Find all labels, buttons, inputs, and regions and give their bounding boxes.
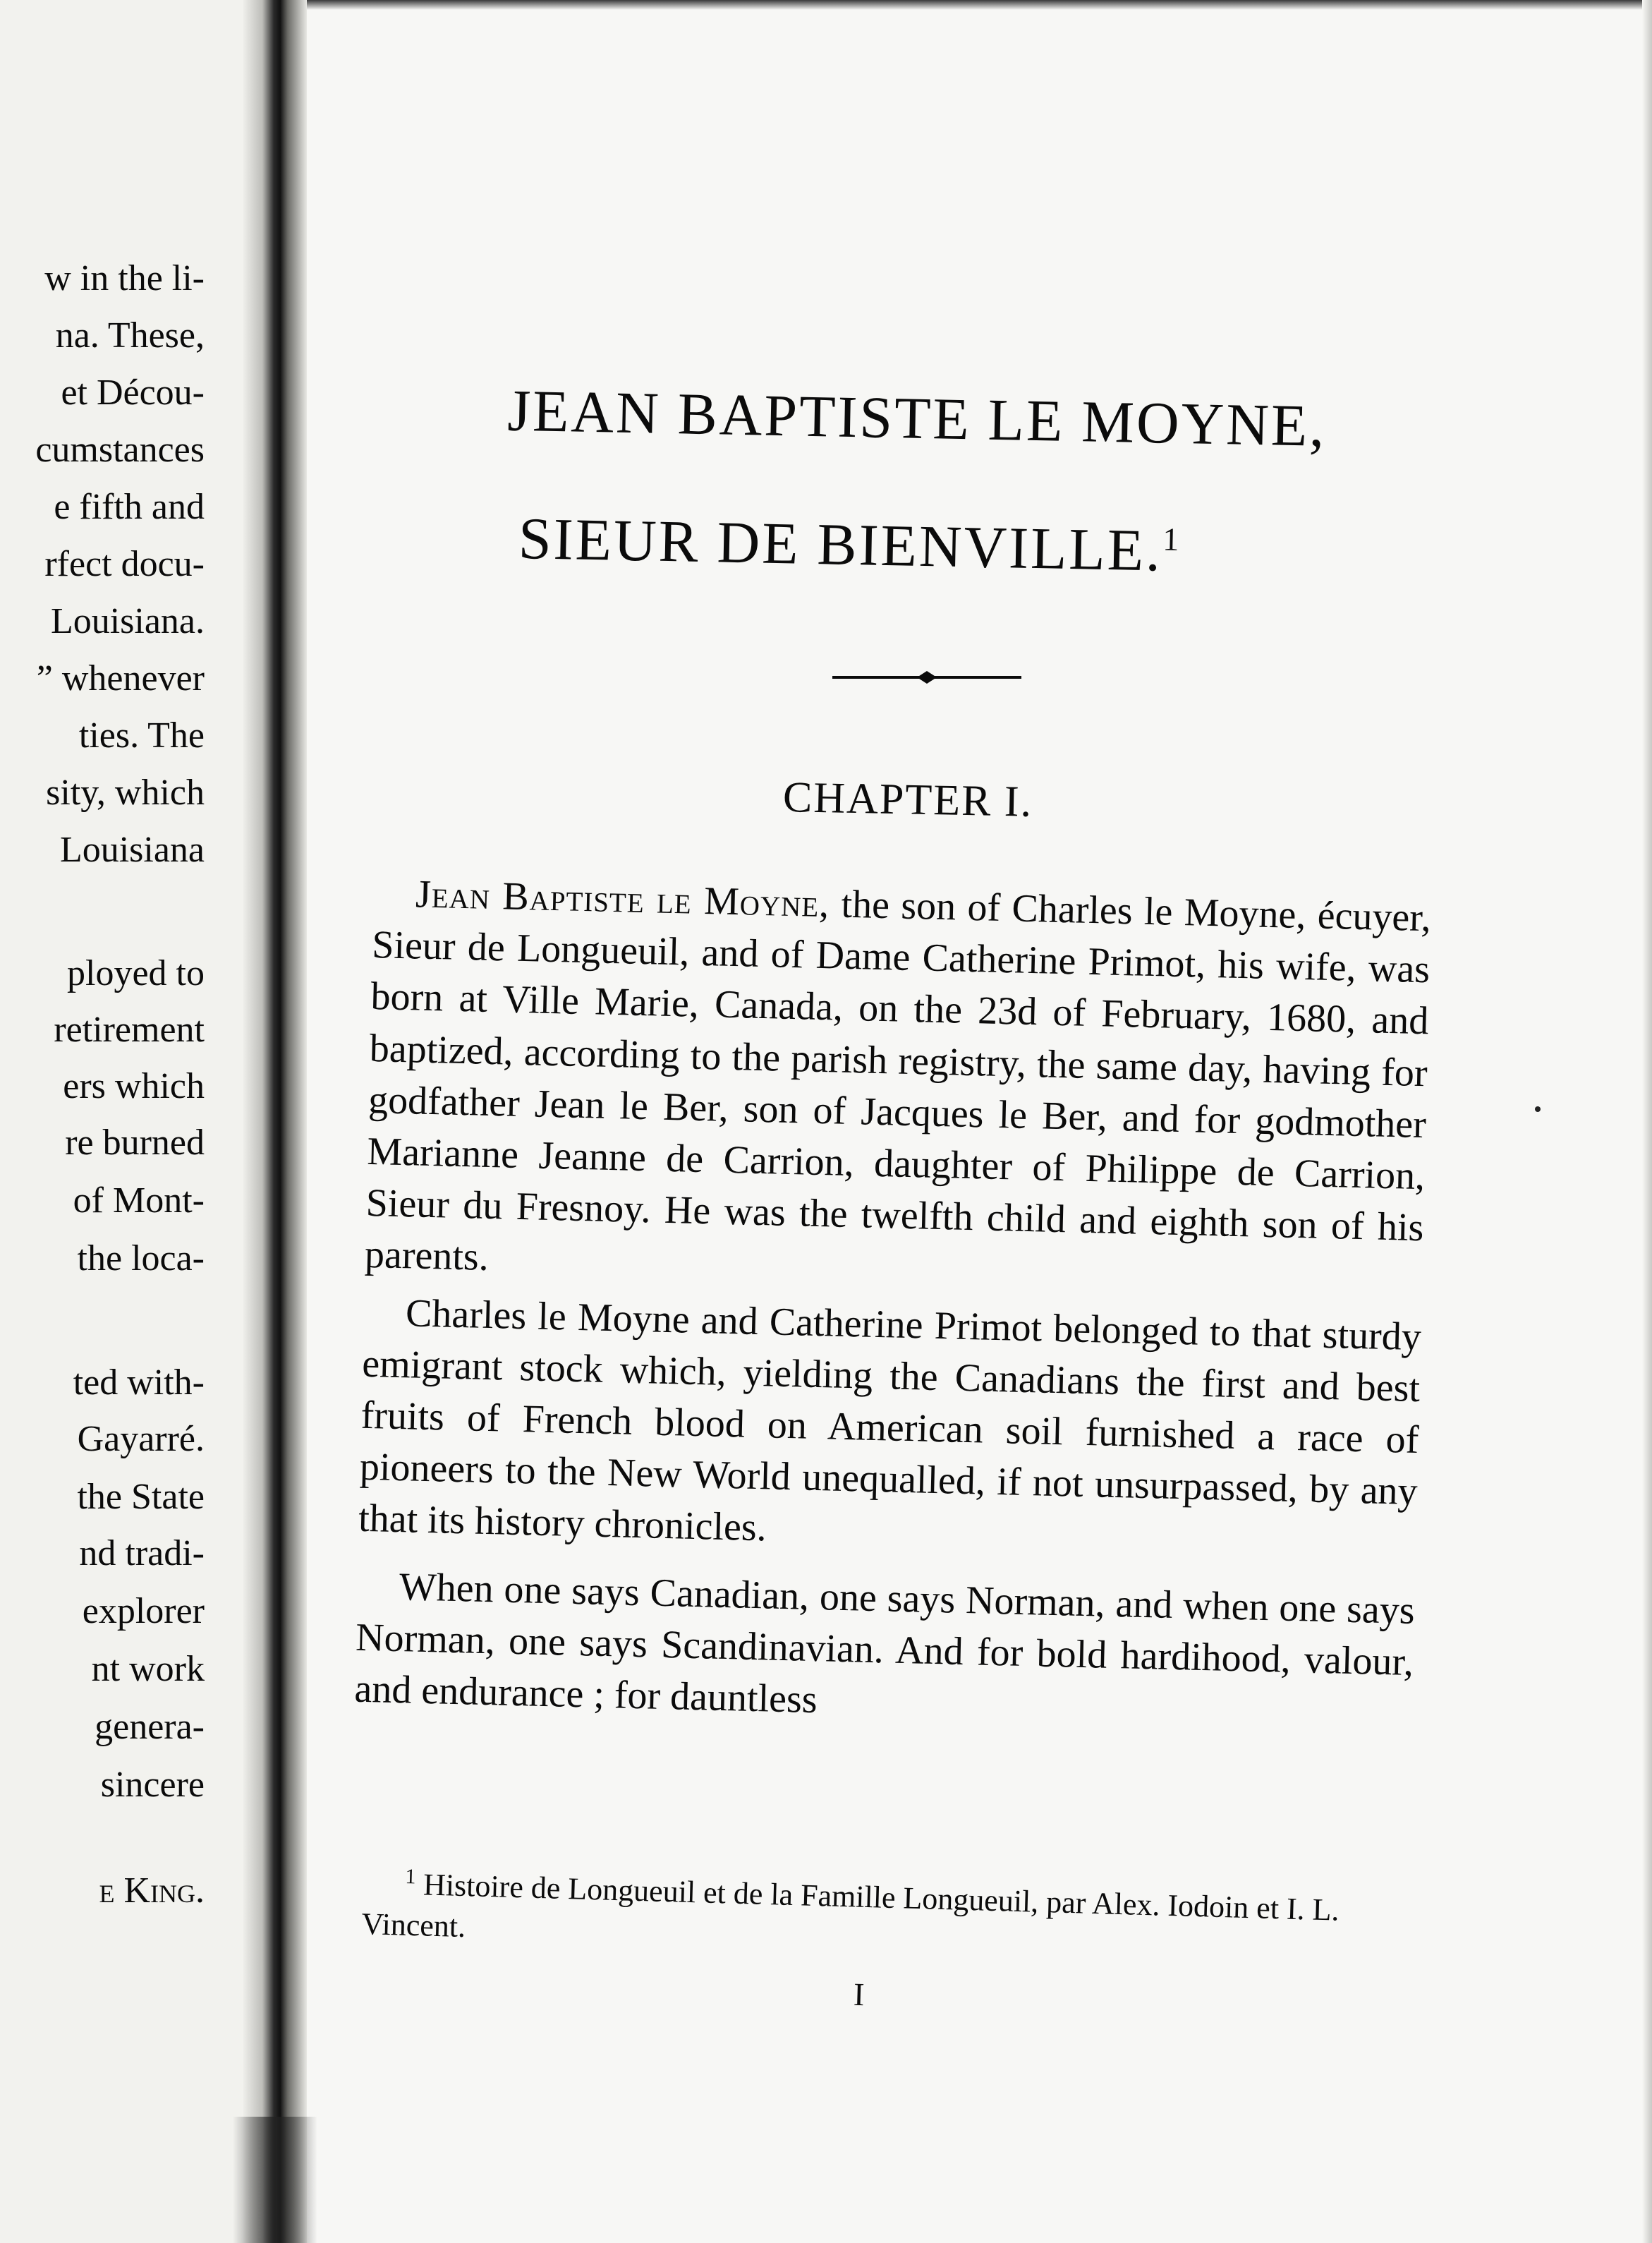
left-line: ted with- xyxy=(73,1362,205,1403)
left-line: rfect docu- xyxy=(44,544,205,584)
title-footnote-mark: 1 xyxy=(1162,521,1182,558)
gutter-shadow xyxy=(233,2117,317,2243)
left-line: the loca- xyxy=(77,1238,205,1278)
left-line: explorer xyxy=(82,1591,205,1631)
left-line: na. These, xyxy=(55,315,205,356)
page-title-line1: JEAN BAPTISTE LE MOYNE, xyxy=(506,377,1328,459)
title-text: SIEUR DE BIENVILLE. xyxy=(518,506,1163,584)
left-line: of Mont- xyxy=(73,1180,205,1221)
paragraph-text: the son of Charles le Moyne, écuyer, Sieur de Longueuil, and of Dame Catherine Primot, his wife, was born at Ville Marie, Canada, on the 23d of February, 1680, and baptized, according to the parish registry, the same day, having for godfather Jean le Ber, son of Jacques le Ber, and for godmother Marianne Jeanne de Carrion, daughter of Philippe de Carrion, Sieur du Fresnoy. He was the twelfth child and eighth son of his parents. xyxy=(364,882,1432,1280)
left-page-fragment xyxy=(0,0,268,2243)
left-line: ties. The xyxy=(78,715,205,756)
left-line: Louisiana xyxy=(59,830,205,870)
left-line: Gayarré. xyxy=(77,1419,205,1459)
title-ornament-icon xyxy=(832,669,1021,686)
left-line: ” whenever xyxy=(36,658,205,699)
left-line: ployed to xyxy=(67,953,205,993)
left-line: re burned xyxy=(65,1123,205,1163)
left-line: cumstances xyxy=(35,430,205,470)
paragraph xyxy=(354,1560,1416,1740)
paragraph xyxy=(358,1286,1421,1569)
footnote-text: Histoire de Longueuil et de la Famille Longueuil, par Alex. Iodoin et I. L. Vincent. xyxy=(360,1867,1340,1945)
left-line: sity, which xyxy=(46,773,205,813)
page-right-edge xyxy=(1642,0,1652,2243)
scan-speck xyxy=(1535,1106,1541,1112)
left-line: nd tradi- xyxy=(79,1533,205,1573)
paragraph-text: When one says Canadian, one says Norman, and when one says Norman, one says Scandinavian. And for bold hardihood, valour, and endurance ; for dauntless xyxy=(353,1564,1416,1722)
left-line-signature: e King. xyxy=(99,1870,205,1911)
left-line: the State xyxy=(77,1477,205,1517)
left-line: retirement xyxy=(54,1010,205,1050)
left-line: nt work xyxy=(91,1649,205,1689)
page-top-edge xyxy=(303,0,1652,10)
chapter-heading: CHAPTER I. xyxy=(782,773,1033,826)
book-gutter xyxy=(243,0,307,2243)
footnote-mark: 1 xyxy=(405,1865,416,1889)
left-line: et Décou- xyxy=(61,373,205,413)
left-line: genera- xyxy=(95,1707,205,1747)
paragraph-text: Charles le Moyne and Catherine Primot belonged to that sturdy emigrant stock which, yielding the Canadians the first and best fruits of French blood on American soil furnished a race of pioneers to the New World unequalled, if not unsurpassed, by any that its history chronicles. xyxy=(358,1290,1422,1550)
left-line: e fifth and xyxy=(54,487,205,527)
paragraph xyxy=(364,868,1431,1306)
left-line: Louisiana. xyxy=(50,601,205,641)
paragraph-lead: Jean Baptiste le Moyne, xyxy=(415,872,830,926)
body-text xyxy=(354,868,1432,1740)
left-line: w in the li- xyxy=(44,258,205,298)
page-number: I xyxy=(853,1976,866,2013)
left-line: sincere xyxy=(100,1765,205,1805)
left-line: ers which xyxy=(63,1066,205,1106)
